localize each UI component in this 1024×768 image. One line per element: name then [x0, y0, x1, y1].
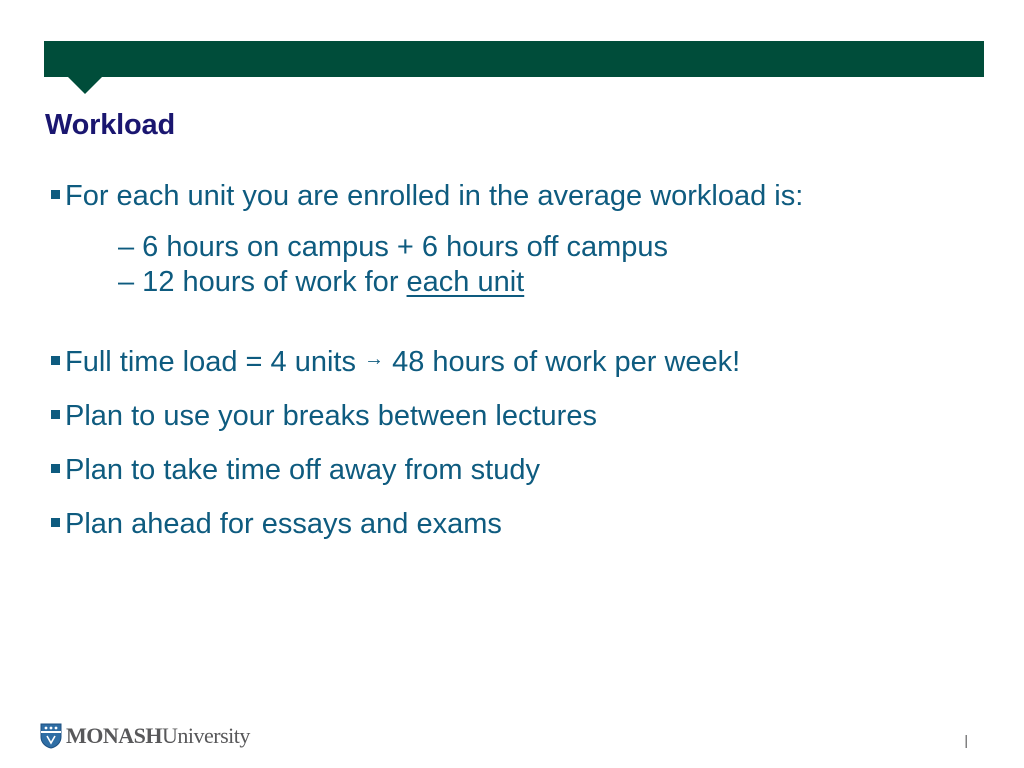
square-bullet-icon	[51, 464, 60, 473]
header-bar	[44, 41, 984, 77]
bullet-time-off-text: Plan to take time off away from study	[65, 454, 540, 486]
monash-crest-icon	[40, 723, 62, 749]
square-bullet-icon	[51, 410, 60, 419]
slide-content	[48, 176, 988, 544]
bullet-breaks	[48, 396, 988, 436]
bullet-full-time	[48, 339, 988, 382]
sub-item-work-text: – 12 hours of work for	[118, 266, 407, 298]
logo-wordmark	[66, 723, 250, 749]
bullet-breaks-text: Plan to use your breaks between lectures	[65, 400, 597, 432]
right-arrow-icon: →	[364, 348, 385, 370]
bullet-time-off	[48, 450, 988, 490]
square-bullet-icon	[51, 356, 60, 365]
square-bullet-icon	[51, 518, 60, 527]
header-bar-notch	[68, 77, 102, 94]
bullet-full-time-prefix: Full time load = 4 units	[65, 346, 365, 378]
logo-wordmark-rest: University	[162, 723, 250, 748]
square-bullet-icon	[51, 190, 60, 199]
sub-list	[118, 230, 988, 300]
slide-title: Workload	[45, 109, 175, 141]
bullet-workload-text: For each unit you are enrolled in the average workload is:	[65, 180, 804, 212]
bullet-workload	[48, 176, 988, 216]
monash-logo	[40, 723, 250, 749]
bullet-full-time-suffix: 48 hours of work per week!	[384, 346, 741, 378]
bullet-essays-text: Plan ahead for essays and exams	[65, 508, 502, 540]
sub-item-work	[118, 265, 988, 300]
logo-wordmark-strong: MONASH	[66, 723, 162, 748]
bullet-essays	[48, 504, 988, 544]
page-marker: |	[964, 732, 968, 748]
each-unit-emphasis: each unit	[406, 266, 525, 298]
sub-item-hours: – 6 hours on campus + 6 hours off campus	[118, 231, 668, 263]
